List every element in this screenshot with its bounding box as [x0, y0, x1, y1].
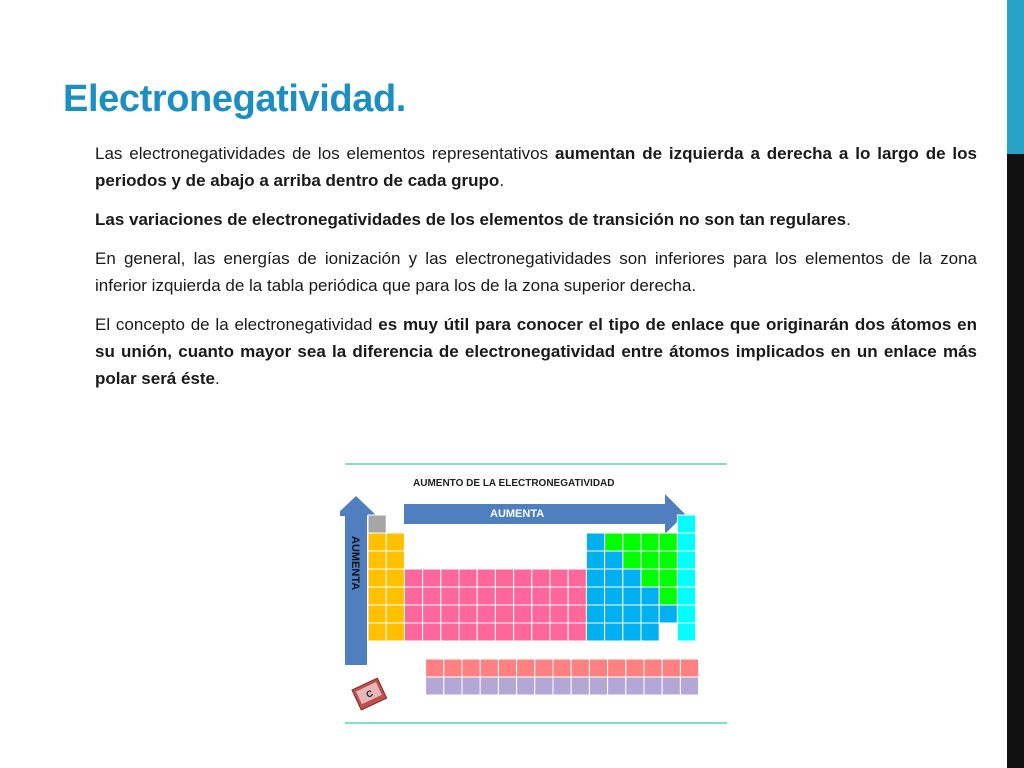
element-cell-p-metal	[623, 623, 641, 641]
element-cell-p-metal	[605, 587, 623, 605]
element-cell-d-block	[550, 623, 568, 641]
element-cell-d-block	[441, 569, 459, 587]
element-cell-actinide	[680, 677, 698, 695]
element-cell-d-block	[459, 623, 477, 641]
element-cell-lanthanide	[517, 659, 535, 677]
element-cell-s-block	[368, 551, 386, 569]
paragraph-1	[95, 140, 977, 194]
element-cell-actinide	[589, 677, 607, 695]
element-cell-d-block	[404, 569, 422, 587]
element-cell-d-block	[568, 605, 586, 623]
element-cell-p-metal	[623, 605, 641, 623]
element-cell-lanthanide	[626, 659, 644, 677]
element-cell-noble-gas	[677, 551, 695, 569]
element-cell-nonmetal	[623, 551, 641, 569]
element-cell-lanthanide	[480, 659, 498, 677]
arrow-right	[404, 494, 685, 534]
element-cell-d-block	[423, 623, 441, 641]
element-cell-lanthanide	[589, 659, 607, 677]
element-cell-d-block	[495, 605, 513, 623]
element-cell-actinide	[644, 677, 662, 695]
paragraph-1-text: Las electronegatividades de los elementos representativos	[95, 144, 556, 163]
element-cell-p-metal	[641, 605, 659, 623]
element-cell-lanthanide	[535, 659, 553, 677]
element-cell-actinide	[498, 677, 516, 695]
element-cell-lanthanide	[444, 659, 462, 677]
paragraph-4	[95, 311, 977, 392]
element-book-icon	[352, 678, 387, 710]
paragraph-4-text: El concepto de la electronegatividad	[95, 315, 379, 334]
element-cell-lanthanide	[426, 659, 444, 677]
paragraph-3-text: En general, las energías de ionización y las electronegatividades son inferiores para los elementos de la zona inferior izquierda de la tabla periódica que para los de la zona superior derecha.	[95, 249, 977, 295]
element-cell-actinide	[662, 677, 680, 695]
element-cell-d-block	[404, 605, 422, 623]
element-cell-d-block	[514, 605, 532, 623]
element-cell-d-block	[568, 569, 586, 587]
slide-body	[95, 140, 977, 404]
element-cell-d-block	[532, 569, 550, 587]
element-cell-p-metal	[586, 551, 604, 569]
element-cell-noble-gas	[677, 569, 695, 587]
element-cell-nonmetal	[659, 569, 677, 587]
element-cell-d-block	[495, 569, 513, 587]
element-cell-lanthanide	[662, 659, 680, 677]
element-cell-d-block	[441, 605, 459, 623]
book-letter: C	[364, 688, 375, 700]
element-cell-p-metal	[586, 605, 604, 623]
element-cell-d-block	[441, 623, 459, 641]
element-cell-d-block	[568, 623, 586, 641]
element-cell-actinide	[571, 677, 589, 695]
element-cells	[368, 515, 699, 695]
paragraph-4-end: .	[215, 369, 220, 388]
periodic-table-illustration	[340, 460, 730, 730]
element-cell-lanthanide	[644, 659, 662, 677]
element-cell-hydrogen	[368, 515, 386, 533]
paragraph-2-end: .	[846, 210, 851, 229]
periodic-table-figure	[340, 460, 730, 730]
element-cell-lanthanide	[680, 659, 698, 677]
element-cell-p-metal	[605, 569, 623, 587]
element-cell-d-block	[477, 587, 495, 605]
element-cell-noble-gas	[677, 605, 695, 623]
element-cell-s-block	[368, 605, 386, 623]
arrow-up-label: AUMENTA	[349, 536, 361, 591]
element-cell-d-block	[532, 587, 550, 605]
element-cell-d-block	[550, 587, 568, 605]
element-cell-d-block	[423, 587, 441, 605]
side-dark-bar	[1007, 154, 1024, 768]
element-cell-nonmetal	[605, 533, 623, 551]
paragraph-3	[95, 245, 977, 299]
element-cell-d-block	[404, 587, 422, 605]
element-cell-p-metal	[623, 587, 641, 605]
element-cell-p-metal	[586, 587, 604, 605]
element-cell-s-block	[368, 569, 386, 587]
element-cell-p-metal	[605, 551, 623, 569]
element-cell-actinide	[444, 677, 462, 695]
element-cell-actinide	[480, 677, 498, 695]
element-cell-lanthanide	[553, 659, 571, 677]
element-cell-s-block	[368, 533, 386, 551]
element-cell-s-block	[386, 587, 404, 605]
element-cell-nonmetal	[659, 587, 677, 605]
element-cell-p-metal	[605, 605, 623, 623]
element-cell-d-block	[423, 605, 441, 623]
element-cell-s-block	[368, 623, 386, 641]
element-cell-d-block	[532, 605, 550, 623]
element-cell-actinide	[462, 677, 480, 695]
element-cell-lanthanide	[462, 659, 480, 677]
element-cell-s-block	[368, 587, 386, 605]
element-cell-d-block	[404, 623, 422, 641]
slide-title: Electronegatividad.	[63, 78, 406, 120]
element-cell-actinide	[426, 677, 444, 695]
element-cell-d-block	[514, 623, 532, 641]
element-cell-d-block	[477, 623, 495, 641]
paragraph-2-bold: Las variaciones de electronegatividades de los elementos de transición no son tan regulares	[95, 210, 847, 229]
element-cell-noble-gas	[677, 623, 695, 641]
element-cell-d-block	[459, 605, 477, 623]
element-cell-d-block	[459, 587, 477, 605]
element-cell-d-block	[477, 569, 495, 587]
element-cell-d-block	[550, 605, 568, 623]
element-cell-noble-gas	[677, 587, 695, 605]
element-cell-noble-gas	[677, 515, 695, 533]
element-cell-actinide	[608, 677, 626, 695]
arrow-right-label: AUMENTA	[490, 508, 545, 520]
element-cell-d-block	[495, 587, 513, 605]
element-cell-d-block	[568, 587, 586, 605]
element-cell-d-block	[514, 569, 532, 587]
element-cell-nonmetal	[659, 533, 677, 551]
element-cell-s-block	[386, 533, 404, 551]
element-cell-lanthanide	[571, 659, 589, 677]
element-cell-s-block	[386, 551, 404, 569]
paragraph-2	[95, 206, 977, 233]
element-cell-d-block	[514, 587, 532, 605]
paragraph-4-bold: es muy útil para conocer el tipo de enlace que originarán dos átomos en su unión, cuanto mayor sea la diferencia de electronegatividad entre átomos implicados en un enlace más polar será éste	[95, 315, 977, 388]
element-cell-nonmetal	[641, 551, 659, 569]
element-cell-p-metal	[659, 605, 677, 623]
element-cell-s-block	[386, 623, 404, 641]
paragraph-1-end: .	[499, 171, 505, 190]
element-cell-p-metal	[586, 569, 604, 587]
side-accent-bar	[1007, 0, 1024, 154]
element-cell-actinide	[626, 677, 644, 695]
element-cell-d-block	[532, 623, 550, 641]
element-cell-nonmetal	[641, 533, 659, 551]
paragraph-1-bold: aumentan de izquierda a derecha a lo largo de los periodos y de abajo a arriba dentro de cada grupo	[95, 144, 977, 190]
element-cell-d-block	[423, 569, 441, 587]
element-cell-d-block	[441, 587, 459, 605]
element-cell-noble-gas	[677, 533, 695, 551]
element-cell-actinide	[535, 677, 553, 695]
element-cell-p-metal	[641, 623, 659, 641]
element-cell-p-metal	[586, 623, 604, 641]
element-cell-nonmetal	[623, 533, 641, 551]
element-cell-lanthanide	[498, 659, 516, 677]
element-cell-s-block	[386, 605, 404, 623]
element-cell-actinide	[553, 677, 571, 695]
element-cell-nonmetal	[659, 551, 677, 569]
element-cell-d-block	[459, 569, 477, 587]
element-cell-d-block	[495, 623, 513, 641]
element-cell-nonmetal	[641, 569, 659, 587]
element-cell-p-metal	[586, 533, 604, 551]
element-cell-p-metal	[605, 623, 623, 641]
element-cell-d-block	[550, 569, 568, 587]
element-cell-p-metal	[641, 587, 659, 605]
element-cell-lanthanide	[608, 659, 626, 677]
element-cell-s-block	[386, 569, 404, 587]
figure-caption: AUMENTO DE LA ELECTRONEGATIVIDAD	[413, 478, 615, 489]
element-cell-p-metal	[623, 569, 641, 587]
element-cell-actinide	[517, 677, 535, 695]
element-cell-d-block	[477, 605, 495, 623]
